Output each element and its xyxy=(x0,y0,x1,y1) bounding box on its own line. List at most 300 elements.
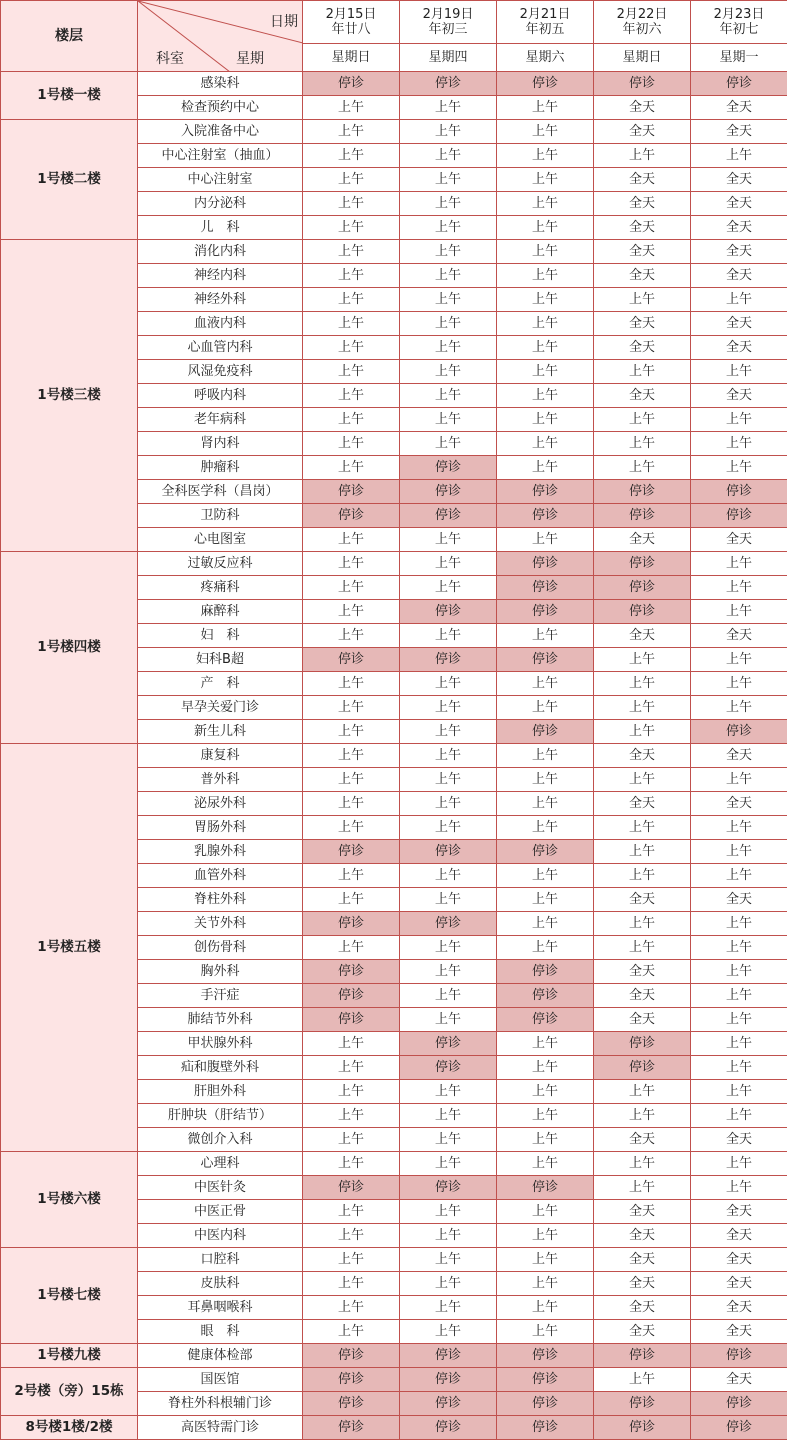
schedule-cell: 停诊 xyxy=(400,600,497,624)
schedule-cell: 上午 xyxy=(303,1056,400,1080)
schedule-cell: 停诊 xyxy=(400,1056,497,1080)
schedule-cell: 上午 xyxy=(400,552,497,576)
department-cell: 血液内科 xyxy=(138,312,303,336)
schedule-cell: 上午 xyxy=(497,1200,594,1224)
schedule-cell: 停诊 xyxy=(303,1368,400,1392)
lunar-date-label: 年初六 xyxy=(622,22,662,37)
schedule-cell: 全天 xyxy=(691,1296,787,1320)
schedule-cell: 上午 xyxy=(400,432,497,456)
schedule-cell: 停诊 xyxy=(400,1032,497,1056)
schedule-cell: 上午 xyxy=(691,840,787,864)
schedule-cell: 停诊 xyxy=(691,1344,787,1368)
schedule-cell: 上午 xyxy=(691,1104,787,1128)
schedule-cell: 上午 xyxy=(303,720,400,744)
schedule-cell: 全天 xyxy=(691,168,787,192)
schedule-cell: 停诊 xyxy=(691,1392,787,1416)
schedule-cell: 上午 xyxy=(691,672,787,696)
schedule-cell: 停诊 xyxy=(303,960,400,984)
floor-column-header: 楼层 xyxy=(1,1,138,72)
schedule-cell: 上午 xyxy=(497,456,594,480)
schedule-cell: 上午 xyxy=(691,960,787,984)
department-cell: 肝肿块（肝结节） xyxy=(138,1104,303,1128)
date-label: 2月23日 xyxy=(713,7,765,22)
schedule-cell: 全天 xyxy=(691,1320,787,1344)
schedule-cell: 上午 xyxy=(497,216,594,240)
weekday-header-cell: 星期六 xyxy=(497,44,594,72)
schedule-cell: 上午 xyxy=(400,384,497,408)
schedule-cell: 全天 xyxy=(691,120,787,144)
schedule-cell: 停诊 xyxy=(497,840,594,864)
schedule-cell: 上午 xyxy=(594,840,691,864)
department-cell: 疝和腹壁外科 xyxy=(138,1056,303,1080)
date-label: 2月21日 xyxy=(519,7,571,22)
schedule-cell: 上午 xyxy=(594,408,691,432)
department-cell: 血管外科 xyxy=(138,864,303,888)
schedule-cell: 上午 xyxy=(303,456,400,480)
department-cell: 卫防科 xyxy=(138,504,303,528)
schedule-cell: 上午 xyxy=(303,768,400,792)
schedule-cell: 上午 xyxy=(400,1200,497,1224)
schedule-cell: 停诊 xyxy=(303,504,400,528)
schedule-cell: 停诊 xyxy=(400,480,497,504)
schedule-cell: 上午 xyxy=(303,1320,400,1344)
schedule-cell: 停诊 xyxy=(303,1392,400,1416)
department-cell: 全科医学科（昌岗） xyxy=(138,480,303,504)
schedule-cell: 停诊 xyxy=(497,600,594,624)
schedule-cell: 上午 xyxy=(497,624,594,648)
schedule-cell: 上午 xyxy=(400,960,497,984)
schedule-cell: 停诊 xyxy=(497,1368,594,1392)
floor-label-cell: 1号楼五楼 xyxy=(1,744,138,1152)
schedule-cell: 停诊 xyxy=(497,1416,594,1440)
lunar-date-label: 年初三 xyxy=(428,22,468,37)
schedule-cell: 停诊 xyxy=(594,1344,691,1368)
schedule-cell: 全天 xyxy=(594,888,691,912)
schedule-cell: 上午 xyxy=(400,888,497,912)
schedule-cell: 停诊 xyxy=(303,1344,400,1368)
date-header-cell xyxy=(400,1,497,44)
schedule-cell: 全天 xyxy=(594,792,691,816)
schedule-cell: 上午 xyxy=(497,936,594,960)
schedule-cell: 上午 xyxy=(497,1296,594,1320)
schedule-cell: 上午 xyxy=(497,168,594,192)
schedule-cell: 上午 xyxy=(400,528,497,552)
schedule-cell: 上午 xyxy=(400,1080,497,1104)
schedule-cell: 停诊 xyxy=(691,504,787,528)
schedule-cell: 停诊 xyxy=(497,720,594,744)
department-cell: 心电图室 xyxy=(138,528,303,552)
schedule-cell: 上午 xyxy=(497,240,594,264)
schedule-cell: 上午 xyxy=(497,696,594,720)
schedule-cell: 全天 xyxy=(691,384,787,408)
schedule-cell: 上午 xyxy=(400,576,497,600)
schedule-cell: 全天 xyxy=(691,336,787,360)
table-row xyxy=(1,1152,787,1176)
schedule-cell: 上午 xyxy=(691,912,787,936)
schedule-cell: 上午 xyxy=(400,624,497,648)
department-cell: 康复科 xyxy=(138,744,303,768)
schedule-cell: 停诊 xyxy=(400,1416,497,1440)
schedule-cell: 上午 xyxy=(303,360,400,384)
department-cell: 妇科B超 xyxy=(138,648,303,672)
department-cell: 胸外科 xyxy=(138,960,303,984)
weekday-header-cell: 星期一 xyxy=(691,44,787,72)
department-cell: 老年病科 xyxy=(138,408,303,432)
schedule-cell: 上午 xyxy=(594,696,691,720)
department-cell: 麻醉科 xyxy=(138,600,303,624)
corner-header-cell xyxy=(138,1,303,72)
schedule-cell: 停诊 xyxy=(594,1392,691,1416)
schedule-cell: 上午 xyxy=(691,456,787,480)
schedule-cell: 停诊 xyxy=(497,72,594,96)
table-row xyxy=(1,1248,787,1272)
department-cell: 眼 科 xyxy=(138,1320,303,1344)
schedule-cell: 上午 xyxy=(400,408,497,432)
schedule-cell: 上午 xyxy=(691,576,787,600)
schedule-cell: 上午 xyxy=(691,936,787,960)
schedule-cell: 上午 xyxy=(303,888,400,912)
department-cell: 心血管内科 xyxy=(138,336,303,360)
schedule-cell: 上午 xyxy=(594,1176,691,1200)
schedule-cell: 上午 xyxy=(400,1320,497,1344)
schedule-cell: 上午 xyxy=(400,864,497,888)
schedule-cell: 上午 xyxy=(400,288,497,312)
department-cell: 中心注射室 xyxy=(138,168,303,192)
schedule-cell: 上午 xyxy=(400,216,497,240)
schedule-cell: 停诊 xyxy=(400,1344,497,1368)
schedule-cell: 上午 xyxy=(303,1152,400,1176)
schedule-cell: 上午 xyxy=(303,240,400,264)
schedule-cell: 上午 xyxy=(691,600,787,624)
date-label: 2月22日 xyxy=(616,7,668,22)
schedule-cell: 停诊 xyxy=(594,1056,691,1080)
schedule-cell: 上午 xyxy=(400,720,497,744)
schedule-cell: 上午 xyxy=(303,288,400,312)
schedule-cell: 上午 xyxy=(303,936,400,960)
schedule-cell: 停诊 xyxy=(594,480,691,504)
weekday-header-cell: 星期日 xyxy=(594,44,691,72)
schedule-cell: 上午 xyxy=(303,600,400,624)
schedule-cell: 上午 xyxy=(400,984,497,1008)
schedule-cell: 停诊 xyxy=(400,456,497,480)
schedule-cell: 上午 xyxy=(303,1032,400,1056)
schedule-cell: 上午 xyxy=(497,1128,594,1152)
floor-label-cell: 2号楼（旁）15栋 xyxy=(1,1368,138,1416)
date-header-cell xyxy=(497,1,594,44)
schedule-cell: 上午 xyxy=(497,816,594,840)
department-cell: 中医正骨 xyxy=(138,1200,303,1224)
department-cell: 内分泌科 xyxy=(138,192,303,216)
schedule-cell: 上午 xyxy=(594,456,691,480)
schedule-cell: 上午 xyxy=(691,1152,787,1176)
department-cell: 耳鼻咽喉科 xyxy=(138,1296,303,1320)
schedule-cell: 上午 xyxy=(400,1008,497,1032)
schedule-cell: 停诊 xyxy=(594,552,691,576)
schedule-cell: 全天 xyxy=(594,264,691,288)
schedule-cell: 上午 xyxy=(497,144,594,168)
department-cell: 产 科 xyxy=(138,672,303,696)
department-cell: 肝胆外科 xyxy=(138,1080,303,1104)
schedule-cell: 上午 xyxy=(400,744,497,768)
schedule-cell: 上午 xyxy=(400,816,497,840)
schedule-cell: 上午 xyxy=(400,792,497,816)
schedule-cell: 上午 xyxy=(303,120,400,144)
schedule-cell: 上午 xyxy=(691,864,787,888)
schedule-cell: 上午 xyxy=(400,192,497,216)
schedule-cell: 上午 xyxy=(497,888,594,912)
schedule-cell: 上午 xyxy=(594,1104,691,1128)
department-cell: 肿瘤科 xyxy=(138,456,303,480)
schedule-cell: 上午 xyxy=(691,144,787,168)
schedule-cell: 停诊 xyxy=(497,576,594,600)
schedule-cell: 上午 xyxy=(497,1152,594,1176)
schedule-cell: 停诊 xyxy=(400,1368,497,1392)
schedule-cell: 上午 xyxy=(303,696,400,720)
schedule-cell: 停诊 xyxy=(594,576,691,600)
schedule-cell: 全天 xyxy=(691,240,787,264)
schedule-cell: 全天 xyxy=(691,96,787,120)
schedule-cell: 全天 xyxy=(594,240,691,264)
weekday-header-cell: 星期四 xyxy=(400,44,497,72)
schedule-cell: 上午 xyxy=(594,864,691,888)
schedule-cell: 停诊 xyxy=(303,840,400,864)
schedule-cell: 上午 xyxy=(303,264,400,288)
department-cell: 疼痛科 xyxy=(138,576,303,600)
schedule-cell: 上午 xyxy=(691,984,787,1008)
department-cell: 手汗症 xyxy=(138,984,303,1008)
schedule-cell: 上午 xyxy=(497,1248,594,1272)
department-cell: 入院准备中心 xyxy=(138,120,303,144)
schedule-cell: 上午 xyxy=(303,96,400,120)
schedule-cell: 停诊 xyxy=(400,72,497,96)
schedule-cell: 上午 xyxy=(303,432,400,456)
schedule-cell: 上午 xyxy=(497,312,594,336)
department-cell: 新生儿科 xyxy=(138,720,303,744)
schedule-cell: 上午 xyxy=(594,1368,691,1392)
schedule-cell: 上午 xyxy=(594,672,691,696)
date-label: 2月15日 xyxy=(325,7,377,22)
schedule-cell: 停诊 xyxy=(400,912,497,936)
schedule-cell: 上午 xyxy=(400,672,497,696)
department-cell: 口腔科 xyxy=(138,1248,303,1272)
schedule-cell: 上午 xyxy=(303,672,400,696)
floor-label-cell: 1号楼二楼 xyxy=(1,120,138,240)
schedule-cell: 停诊 xyxy=(400,1392,497,1416)
schedule-cell: 上午 xyxy=(691,768,787,792)
schedule-cell: 全天 xyxy=(594,96,691,120)
schedule-cell: 停诊 xyxy=(497,1176,594,1200)
schedule-cell: 全天 xyxy=(594,336,691,360)
schedule-cell: 上午 xyxy=(497,1080,594,1104)
department-cell: 消化内科 xyxy=(138,240,303,264)
schedule-cell: 停诊 xyxy=(303,1416,400,1440)
schedule-cell: 上午 xyxy=(594,1152,691,1176)
schedule-cell: 上午 xyxy=(497,120,594,144)
corner-week-label: 星期 xyxy=(236,51,264,67)
schedule-cell: 上午 xyxy=(594,288,691,312)
schedule-cell: 上午 xyxy=(691,648,787,672)
schedule-cell: 停诊 xyxy=(497,1008,594,1032)
department-cell: 肺结节外科 xyxy=(138,1008,303,1032)
department-cell: 感染科 xyxy=(138,72,303,96)
schedule-cell: 上午 xyxy=(400,1272,497,1296)
schedule-cell: 上午 xyxy=(400,312,497,336)
floor-label-cell: 1号楼九楼 xyxy=(1,1344,138,1368)
schedule-cell: 停诊 xyxy=(497,648,594,672)
schedule-cell: 停诊 xyxy=(303,984,400,1008)
schedule-cell: 上午 xyxy=(303,384,400,408)
schedule-cell: 停诊 xyxy=(594,600,691,624)
schedule-cell: 上午 xyxy=(400,336,497,360)
schedule-cell: 全天 xyxy=(594,312,691,336)
schedule-cell: 上午 xyxy=(497,360,594,384)
lunar-date-label: 年初五 xyxy=(525,22,565,37)
schedule-cell: 全天 xyxy=(594,624,691,648)
lunar-date-label: 年廿八 xyxy=(331,22,371,37)
schedule-cell: 上午 xyxy=(497,1104,594,1128)
table-row xyxy=(1,72,787,96)
schedule-cell: 全天 xyxy=(594,1200,691,1224)
schedule-cell: 上午 xyxy=(497,792,594,816)
department-cell: 中心注射室（抽血） xyxy=(138,144,303,168)
schedule-cell: 全天 xyxy=(594,1296,691,1320)
schedule-cell: 上午 xyxy=(303,1104,400,1128)
schedule-cell: 停诊 xyxy=(691,72,787,96)
schedule-cell: 全天 xyxy=(691,264,787,288)
schedule-cell: 上午 xyxy=(691,1008,787,1032)
schedule-cell: 全天 xyxy=(691,624,787,648)
department-cell: 普外科 xyxy=(138,768,303,792)
schedule-cell: 上午 xyxy=(400,240,497,264)
schedule-cell: 停诊 xyxy=(691,720,787,744)
department-cell: 脊柱外科根辅门诊 xyxy=(138,1392,303,1416)
schedule-cell: 上午 xyxy=(303,144,400,168)
schedule-cell: 全天 xyxy=(594,384,691,408)
date-header-cell xyxy=(691,1,787,44)
schedule-cell: 上午 xyxy=(497,336,594,360)
schedule-cell: 全天 xyxy=(594,960,691,984)
schedule-cell: 全天 xyxy=(594,168,691,192)
department-cell: 甲状腺外科 xyxy=(138,1032,303,1056)
schedule-cell: 停诊 xyxy=(497,552,594,576)
schedule-cell: 上午 xyxy=(303,744,400,768)
schedule-cell: 停诊 xyxy=(303,480,400,504)
schedule-cell: 停诊 xyxy=(691,1416,787,1440)
schedule-cell: 上午 xyxy=(594,648,691,672)
date-label: 2月19日 xyxy=(422,7,474,22)
schedule-cell: 上午 xyxy=(303,1080,400,1104)
schedule-cell: 上午 xyxy=(497,264,594,288)
table-row xyxy=(1,120,787,144)
department-cell: 皮肤科 xyxy=(138,1272,303,1296)
schedule-cell: 上午 xyxy=(497,768,594,792)
floor-label-cell: 1号楼四楼 xyxy=(1,552,138,744)
schedule-cell: 上午 xyxy=(303,552,400,576)
department-cell: 高医特需门诊 xyxy=(138,1416,303,1440)
schedule-cell: 全天 xyxy=(691,1200,787,1224)
schedule-cell: 上午 xyxy=(497,1056,594,1080)
schedule-cell: 停诊 xyxy=(497,480,594,504)
floor-label-cell: 1号楼一楼 xyxy=(1,72,138,120)
schedule-cell: 上午 xyxy=(303,528,400,552)
schedule-cell: 上午 xyxy=(400,360,497,384)
schedule-cell: 上午 xyxy=(303,408,400,432)
schedule-cell: 上午 xyxy=(594,1080,691,1104)
schedule-cell: 全天 xyxy=(691,528,787,552)
schedule-cell: 上午 xyxy=(691,432,787,456)
department-cell: 创伤骨科 xyxy=(138,936,303,960)
schedule-cell: 全天 xyxy=(594,1272,691,1296)
floor-label-cell: 8号楼1楼/2楼 xyxy=(1,1416,138,1440)
schedule-cell: 上午 xyxy=(594,144,691,168)
schedule-cell: 全天 xyxy=(691,1272,787,1296)
schedule-cell: 停诊 xyxy=(497,1344,594,1368)
department-cell: 健康体检部 xyxy=(138,1344,303,1368)
department-cell: 胃肠外科 xyxy=(138,816,303,840)
schedule-cell: 上午 xyxy=(497,744,594,768)
schedule-cell: 上午 xyxy=(691,1080,787,1104)
schedule-cell: 上午 xyxy=(303,168,400,192)
schedule-cell: 上午 xyxy=(691,1056,787,1080)
schedule-cell: 上午 xyxy=(691,1032,787,1056)
date-header-cell xyxy=(594,1,691,44)
schedule-cell: 上午 xyxy=(400,1152,497,1176)
schedule-cell: 上午 xyxy=(400,264,497,288)
schedule-cell: 上午 xyxy=(303,192,400,216)
schedule-cell: 停诊 xyxy=(594,72,691,96)
department-cell: 神经外科 xyxy=(138,288,303,312)
schedule-cell: 上午 xyxy=(303,1296,400,1320)
schedule-cell: 上午 xyxy=(497,1272,594,1296)
schedule-cell: 停诊 xyxy=(303,912,400,936)
table-row xyxy=(1,1368,787,1392)
schedule-cell: 上午 xyxy=(497,96,594,120)
schedule-cell: 停诊 xyxy=(497,1392,594,1416)
schedule-cell: 上午 xyxy=(497,1032,594,1056)
schedule-cell: 停诊 xyxy=(400,1176,497,1200)
date-header-cell xyxy=(303,1,400,44)
schedule-cell: 全天 xyxy=(691,888,787,912)
schedule-cell: 上午 xyxy=(303,576,400,600)
schedule-cell: 停诊 xyxy=(400,648,497,672)
department-cell: 微创介入科 xyxy=(138,1128,303,1152)
schedule-cell: 全天 xyxy=(691,1248,787,1272)
schedule-cell: 全天 xyxy=(594,1008,691,1032)
schedule-cell: 停诊 xyxy=(303,1176,400,1200)
department-cell: 风湿免疫科 xyxy=(138,360,303,384)
department-cell: 过敏反应科 xyxy=(138,552,303,576)
department-cell: 泌尿外科 xyxy=(138,792,303,816)
schedule-cell: 全天 xyxy=(594,1248,691,1272)
department-cell: 早孕关爱门诊 xyxy=(138,696,303,720)
table-row xyxy=(1,552,787,576)
schedule-cell: 全天 xyxy=(594,120,691,144)
schedule-cell: 全天 xyxy=(594,744,691,768)
schedule-cell: 上午 xyxy=(303,216,400,240)
schedule-cell: 停诊 xyxy=(497,504,594,528)
schedule-cell: 上午 xyxy=(594,768,691,792)
schedule-cell: 上午 xyxy=(497,288,594,312)
schedule-cell: 停诊 xyxy=(594,1416,691,1440)
schedule-cell: 上午 xyxy=(594,360,691,384)
schedule-cell: 全天 xyxy=(691,216,787,240)
schedule-cell: 停诊 xyxy=(497,960,594,984)
schedule-cell: 上午 xyxy=(497,528,594,552)
floor-label-cell: 1号楼六楼 xyxy=(1,1152,138,1248)
schedule-cell: 上午 xyxy=(497,432,594,456)
table-row xyxy=(1,1344,787,1368)
schedule-cell: 上午 xyxy=(497,384,594,408)
